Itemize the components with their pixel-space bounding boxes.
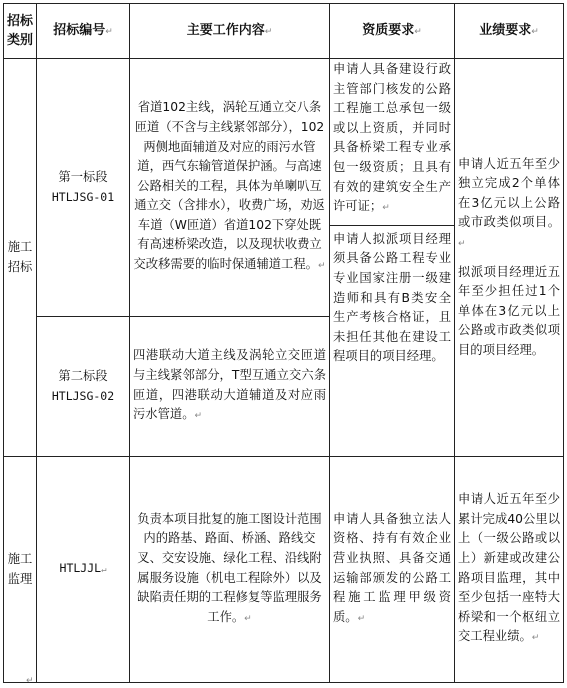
paragraph-mark-icon: ↵ bbox=[26, 676, 34, 686]
qualification-manager: 申请人拟派项目经理须具备公路工程专业专业国家注册一级建造师和具有B类安全生产考核合格证，且未担任其他在建设工程项目的项目经理。 bbox=[330, 225, 454, 367]
section1-name: 第一标段 bbox=[58, 169, 108, 184]
header-performance: 业绩要求↵ bbox=[455, 4, 564, 59]
category-cell-construction: 施工招标 bbox=[4, 59, 37, 457]
paragraph-mark-icon: ↵ bbox=[458, 238, 466, 249]
paragraph-mark-icon: ↵ bbox=[382, 203, 390, 214]
section2-content-cell: 四港联动大道主线及涡轮立交匝道与主线紧邻部分，T型互通立交六条匝道，四港联动大道辅道及对应雨污水管道。↵ bbox=[130, 317, 330, 457]
supervision-qualification-cell: 申请人具备独立法人资格、持有有效企业营业执照、具备交通运输部颁发的公路工程施工监理甲级资质。↵ bbox=[330, 457, 455, 683]
paragraph-mark-icon: ↵ bbox=[244, 613, 252, 624]
section2-code-cell bbox=[37, 317, 130, 457]
paragraph-mark-icon: ↵ bbox=[264, 26, 273, 37]
supervision-code-cell: HTLJJL↵ bbox=[37, 457, 130, 683]
category-cell-supervision: 施工监理 bbox=[4, 457, 37, 683]
section2-code: HTLJSG-02 bbox=[51, 388, 115, 403]
performance-manager: 拟派项目经理近五年至少担任过1个单体在3亿元以上公路或市政类似项目的项目经理。 bbox=[458, 264, 560, 357]
paragraph-mark-icon: ↵ bbox=[105, 26, 113, 37]
section1-content-cell: 省道102主线，涡轮互通立交八条匝道（不含与主线紧邻部分），102两侧地面辅道及对应的雨污水管道，西气东输管道保护涵。与高速公路相关的工程，具体为单喇叭互通立交（含排水），收费广场，劝返车道（W匝道）省道102下穿处既有高速桥梁改造，以及现状收费立交改移需要的临时保通辅道工程。↵ bbox=[130, 59, 330, 317]
header-code: 招标编号↵ bbox=[37, 4, 130, 59]
section1-code-cell bbox=[37, 59, 130, 317]
section1-code: HTLJSG-01 bbox=[51, 189, 115, 204]
paragraph-mark-icon: ↵ bbox=[317, 261, 326, 272]
qualification-company: 申请人具备建设行政主管部门核发的公路工程施工总承包一级或以上资质，并同时具备桥梁工程专业承包一级资质；且具有有效的建筑安全生产许可证；↵ bbox=[333, 62, 451, 214]
header-content: 主要工作内容↵ bbox=[130, 4, 330, 59]
supervision-content-cell: 负责本项目批复的施工图设计范围内的路基、路面、桥涵、路线交叉、交安设施、绿化工程、沿线附属服务设施（机电工程除外）以及缺陷责任期的工程修复等监理服务工作。↵ bbox=[130, 457, 330, 683]
construction-performance-cell bbox=[455, 59, 564, 457]
paragraph-mark-icon: ↵ bbox=[531, 633, 540, 644]
construction-qualification-cell bbox=[330, 59, 455, 457]
paragraph-mark-icon: ↵ bbox=[357, 613, 366, 624]
performance-company: 申请人近五年至少独立完成2个单体在3亿元以上公路或市政类似项目。↵ bbox=[458, 156, 560, 249]
tender-table bbox=[3, 3, 564, 683]
supervision-performance-cell: 申请人近五年至少累计完成40公里以上（一级公路或以上）新建或改建公路项目监理，其中至少包括一座特大桥梁和一个枢纽立交工程业绩。↵ bbox=[455, 457, 564, 683]
paragraph-mark-icon: ↵ bbox=[101, 564, 107, 575]
header-category: 招标类别 bbox=[4, 4, 37, 59]
table-row-section1 bbox=[4, 59, 564, 317]
section2-name: 第二标段 bbox=[58, 368, 108, 383]
paragraph-mark-icon: ↵ bbox=[531, 26, 539, 37]
paragraph-mark-icon: ↵ bbox=[194, 411, 203, 422]
table-row-supervision bbox=[4, 457, 564, 683]
paragraph-mark-icon: ↵ bbox=[414, 26, 422, 37]
header-row bbox=[4, 4, 564, 59]
header-qualification: 资质要求↵ bbox=[330, 4, 455, 59]
